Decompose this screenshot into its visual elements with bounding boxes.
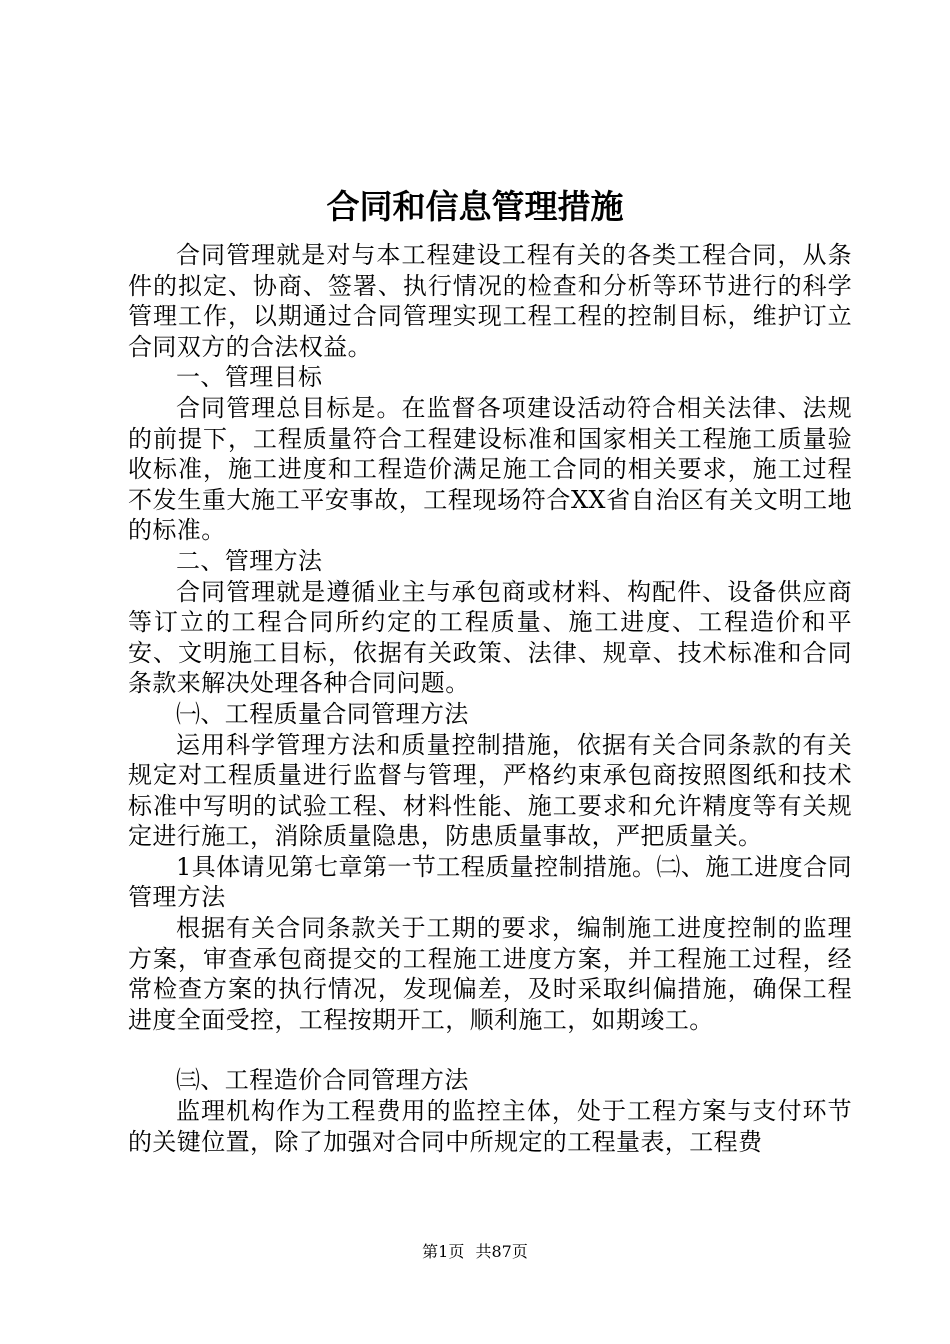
paragraph-quality: 运用科学管理方法和质量控制措施，依据有关合同条款的有关规定对工程质量进行监督与管理，严格约束承包商按照图纸和技术标准中写明的试验工程、材料性能、施工要求和允许精度等有关规定进行施工，消除质量隐患，防患质量事故，严把质量关。 xyxy=(128,730,852,851)
paragraph-method: 合同管理就是遵循业主与承包商或材料、构配件、设备供应商等订立的工程合同所约定的工程质量、施工进度、工程造价和平安、文明施工目标，依据有关政策、法律、规章、技术标准和合同条款来解决处理各种合同问题。 xyxy=(128,577,852,698)
heading-cost-method: ㈢、工程造价合同管理方法 xyxy=(176,1066,469,1095)
paragraph-quality-reference: 1具体请见第七章第一节工程质量控制措施。㈡、施工进度合同管理方法 xyxy=(128,852,852,912)
page-total: 共87页 xyxy=(475,1242,528,1261)
page-number: 第1页 xyxy=(422,1242,465,1261)
heading-management-method: 二、管理方法 xyxy=(176,546,323,575)
heading-management-goal: 一、管理目标 xyxy=(176,363,323,392)
paragraph-cost: 监理机构作为工程费用的监控主体，处于工程方案与支付环节的关键位置，除了加强对合同中所规定的工程量表，工程费 xyxy=(128,1097,852,1156)
document-title: 合同和信息管理措施 xyxy=(326,187,624,226)
page-footer xyxy=(0,1240,950,1264)
paragraph-goal: 合同管理总目标是。在监督各项建设活动符合相关法律、法规的前提下，工程质量符合工程建设标准和国家相关工程施工质量验收标准，施工进度和工程造价满足施工合同的相关要求，施工过程不发生重大施工平安事故，工程现场符合XX省自治区有关文明工地的标准。 xyxy=(128,393,852,545)
document-body xyxy=(128,240,852,1157)
paragraph-schedule: 根据有关合同条款关于工期的要求，编制施工进度控制的监理方案，审查承包商提交的工程施工进度方案，并工程施工过程，经常检查方案的执行情况，发现偏差，及时采取纠偏措施，确保工程进度全面受控，工程按期开工，顺利施工，如期竣工。 xyxy=(128,914,852,1034)
paragraph-intro: 合同管理就是对与本工程建设工程有关的各类工程合同，从条件的拟定、协商、签署、执行情况的检查和分析等环节进行的科学管理工作，以期通过合同管理实现工程工程的控制目标，维护订立合同双方的合法权益。 xyxy=(128,241,852,361)
heading-quality-method: ㈠、工程质量合同管理方法 xyxy=(176,699,469,728)
